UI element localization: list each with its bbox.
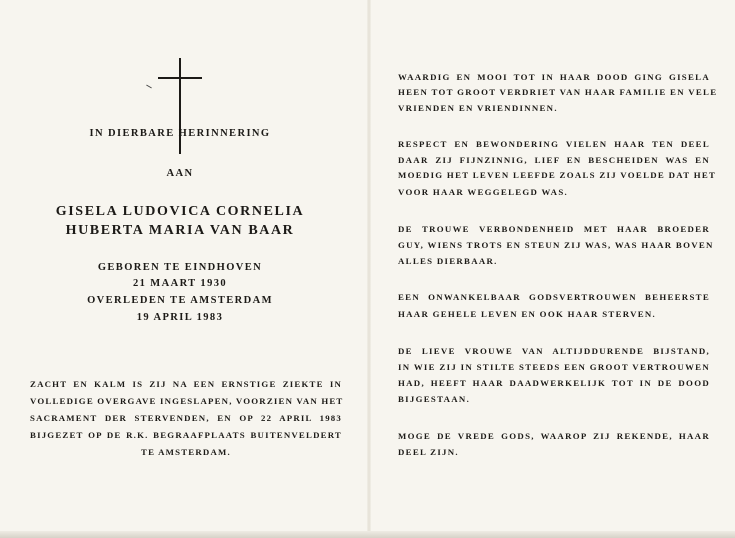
tribute-line: DE LIEVE VROUWE VAN ALTIJDDURENDE BIJSTAND, xyxy=(398,346,710,356)
tribute-line: HAD, HEEFT HAAR DAADWERKELIJK TOT IN DE DOOD xyxy=(398,378,710,388)
tribute-line: HEEN TOT GROOT VERDRIET VAN HAAR FAMILIE EN VELE xyxy=(398,87,718,97)
heading: IN DIERBARE HERINNERING xyxy=(89,128,271,139)
born-date: 21 MAART 1930 xyxy=(132,278,228,289)
to-label: AAN xyxy=(166,168,194,179)
tribute-line: MOEDIG HET LEVEN LEEFDE ZOALS ZIJ VOELDE DAT HET xyxy=(398,170,717,180)
tribute-line: GUY, WIENS TROTS EN STEUN ZIJ WAS, WAS HAAR BOVEN xyxy=(398,240,714,250)
tribute-line: DE TROUWE VERBONDENHEID MET HAAR BROEDER xyxy=(398,224,710,234)
born-place: GEBOREN TE EINDHOVEN xyxy=(97,262,263,273)
tribute-line: IN WIE ZIJ IN STILTE STEEDS EEN GROOT VERTROUWEN xyxy=(398,362,710,372)
paragraph-line: SACRAMENT DER STERVENDEN, EN OP 22 APRIL 1983 xyxy=(30,413,342,423)
tribute-line: HAAR GEHELE LEVEN EN OOK HAAR STERVEN. xyxy=(398,309,657,319)
tribute-line: WAARDIG EN MOOI TOT IN HAAR DOOD GING GISELA xyxy=(398,72,710,82)
tribute-line: MOGE DE VREDE GODS, WAAROP ZIJ REKENDE, HAAR xyxy=(398,431,710,441)
died-place: OVERLEDEN TE AMSTERDAM xyxy=(87,295,273,306)
name-line-2: HUBERTA MARIA VAN BAAR xyxy=(65,223,295,238)
ink-mark xyxy=(146,85,152,89)
paragraph-line: ZACHT EN KALM IS ZIJ NA EEN ERNSTIGE ZIEKTE IN xyxy=(30,379,342,389)
died-date: 19 APRIL 1983 xyxy=(136,312,224,323)
name-line-1: GISELA LUDOVICA CORNELIA xyxy=(55,204,305,219)
tribute-line: RESPECT EN BEWONDERING VIELEN HAAR TEN DEEL xyxy=(398,139,710,149)
tribute-line: BIJGESTAAN. xyxy=(398,394,471,404)
tribute-line: DEEL ZIJN. xyxy=(398,447,459,457)
tribute-line: VOOR HAAR WEGGELEGD WAS. xyxy=(398,187,569,197)
card-fold xyxy=(367,0,371,538)
paragraph-line: BIJGEZET OP DE R.K. BEGRAAFPLAATS BUITENVELDERT xyxy=(30,430,342,440)
tribute-line: DAAR ZIJ FIJNZINNIG, LIEF EN BESCHEIDEN WAS EN xyxy=(398,155,710,165)
paragraph-line: TE AMSTERDAM. xyxy=(141,447,231,457)
tribute-line: VRIENDEN EN VRIENDINNEN. xyxy=(398,103,558,113)
tribute-line: ALLES DIERBAAR. xyxy=(398,256,498,266)
paragraph-line: VOLLEDIGE OVERGAVE INGESLAPEN, VOORZIEN VAN HET xyxy=(30,396,344,406)
tribute-line: EEN ONWANKELBAAR GODSVERTROUWEN BEHEERSTE xyxy=(398,292,710,302)
card-edge xyxy=(0,531,735,538)
